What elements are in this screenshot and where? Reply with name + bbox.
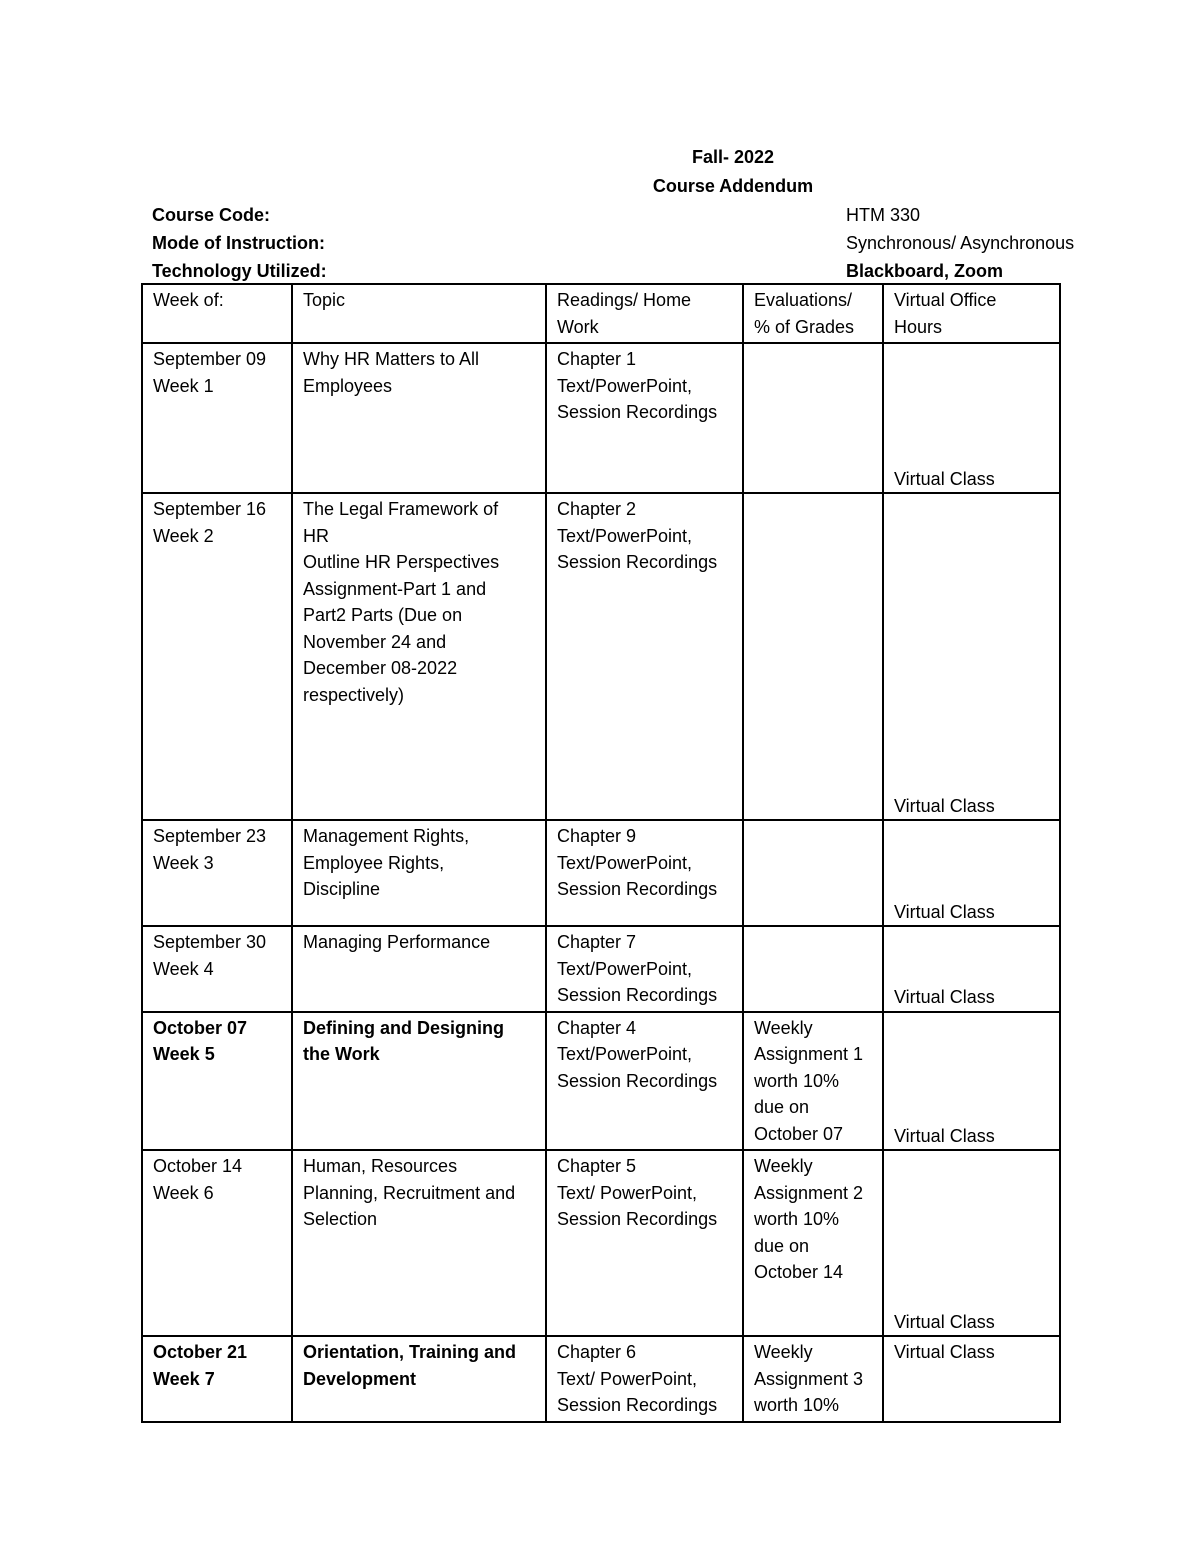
cell-virtual-office [883, 926, 1060, 1012]
table-row [142, 493, 1060, 820]
cell-topic [292, 1012, 546, 1151]
cell-text: Selection [303, 1209, 378, 1229]
cell-text: Text/ PowerPoint, [557, 1182, 698, 1203]
cell-text: Text/PowerPoint, [557, 375, 693, 396]
cell-text: Assignment 1 [754, 1044, 864, 1064]
header-virtual-office-hours: Virtual Office Hours [883, 284, 1060, 343]
cell-text: Week 3 [153, 852, 214, 873]
cell-week [142, 926, 292, 1012]
cell-text: Week 6 [153, 1182, 214, 1203]
term-heading: Fall- 2022 [691, 147, 775, 167]
cell-topic [292, 1336, 546, 1422]
table-row [142, 1012, 1060, 1151]
cell-text: Text/PowerPoint, [557, 1044, 693, 1064]
cell-text: Defining and Designing [303, 1017, 504, 1038]
cell-text: Session Recordings [557, 985, 718, 1005]
cell-text: October 14 [754, 1262, 844, 1282]
cell-topic [292, 343, 546, 493]
table-row [142, 1336, 1060, 1422]
cell-text: November 24 and [303, 631, 447, 652]
cell-virtual-office [883, 1012, 1060, 1151]
virtual-class-label: Virtual Class [894, 1125, 995, 1146]
cell-readings [546, 343, 743, 493]
cell-text: September 16 [153, 499, 267, 519]
cell-text: Chapter 2 [557, 499, 637, 519]
cell-virtual-office [883, 493, 1060, 820]
cell-text: Chapter 7 [557, 932, 637, 952]
cell-virtual-office [883, 343, 1060, 493]
cell-text: Week 4 [153, 958, 214, 979]
virtual-class-label: Virtual Class [894, 795, 995, 816]
cell-text: Chapter 5 [557, 1156, 637, 1176]
cell-text: Week 1 [153, 375, 214, 396]
meta-label: Mode of Instruction: [152, 233, 325, 253]
cell-text: worth 10% [754, 1395, 840, 1415]
cell-text: Assignment-Part 1 and [303, 578, 487, 599]
meta-label: Course Code: [152, 205, 271, 225]
cell-week [142, 1012, 292, 1151]
cell-text: Chapter 6 [557, 1342, 637, 1362]
cell-week [142, 820, 292, 926]
meta-technology-utilized [152, 257, 1112, 285]
cell-text: Week 5 [153, 1044, 215, 1064]
cell-topic [292, 493, 546, 820]
cell-topic [292, 1150, 546, 1336]
cell-week [142, 343, 292, 493]
cell-text: Session Recordings [557, 1395, 718, 1415]
cell-text: Text/PowerPoint, [557, 852, 693, 873]
cell-text: October 14 [153, 1156, 243, 1176]
meta-value: HTM 330 [846, 205, 921, 225]
cell-readings [546, 926, 743, 1012]
cell-text: Discipline [303, 879, 381, 899]
cell-evaluations [743, 926, 883, 1012]
cell-text: Part2 Parts (Due on [303, 605, 463, 625]
cell-text: December 08-2022 [303, 658, 458, 678]
cell-text: Session Recordings [557, 402, 718, 422]
cell-text: September 30 [153, 932, 267, 952]
cell-text: Weekly [754, 1342, 813, 1362]
cell-evaluations [743, 343, 883, 493]
cell-text: worth 10% [754, 1070, 840, 1091]
header-week-of: Week of: [142, 284, 292, 343]
cell-text: Chapter 1 [557, 349, 637, 369]
cell-text: Text/ PowerPoint, [557, 1368, 698, 1389]
cell-readings [546, 1012, 743, 1151]
table-row [142, 1150, 1060, 1336]
cell-text: Orientation, Training and [303, 1342, 517, 1362]
course-schedule-table [141, 283, 1061, 1423]
cell-text: Session Recordings [557, 879, 718, 899]
cell-evaluations [743, 1150, 883, 1336]
meta-value: Blackboard, Zoom [846, 261, 1004, 281]
cell-text: September 09 [153, 349, 267, 369]
cell-text: Why HR Matters to All [303, 349, 480, 369]
header-topic: Topic [292, 284, 546, 343]
cell-topic [292, 820, 546, 926]
cell-readings [546, 820, 743, 926]
cell-text: The Legal Framework of [303, 499, 499, 519]
cell-text: HR [303, 525, 329, 546]
cell-text: September 23 [153, 826, 267, 846]
cell-text: the Work [303, 1044, 380, 1064]
cell-evaluations [743, 1336, 883, 1422]
virtual-class-label: Virtual Class [894, 1311, 995, 1332]
cell-readings [546, 1150, 743, 1336]
meta-course-code [152, 201, 1112, 229]
cell-readings [546, 1336, 743, 1422]
table-header-row [142, 284, 1060, 343]
table-row [142, 926, 1060, 1012]
cell-text: Text/PowerPoint, [557, 958, 693, 979]
cell-text: October 07 [754, 1123, 844, 1144]
cell-text: Development [303, 1368, 417, 1389]
cell-text: October 21 [153, 1342, 248, 1362]
virtual-class-label: Virtual Class [894, 1342, 995, 1362]
table-row [142, 343, 1060, 493]
cell-readings [546, 493, 743, 820]
meta-mode-of-instruction [152, 229, 1112, 257]
cell-text: Outline HR Perspectives [303, 552, 500, 572]
cell-week [142, 1336, 292, 1422]
cell-text: Assignment 2 [754, 1182, 864, 1203]
virtual-class-label: Virtual Class [894, 468, 995, 489]
cell-virtual-office [883, 820, 1060, 926]
cell-text: Planning, Recruitment and [303, 1182, 516, 1203]
cell-text: Session Recordings [557, 552, 718, 572]
cell-text: Employee Rights, [303, 852, 445, 873]
meta-value: Synchronous/ Asynchronous [846, 233, 1075, 253]
cell-text: Weekly [754, 1017, 813, 1038]
meta-label: Technology Utilized: [152, 261, 327, 281]
cell-text: Week 2 [153, 525, 214, 546]
cell-virtual-office [883, 1150, 1060, 1336]
header-evaluations: Evaluations/ % of Grades [743, 284, 883, 343]
cell-text: respectively) [303, 684, 405, 705]
virtual-class-label: Virtual Class [894, 901, 995, 922]
cell-evaluations [743, 820, 883, 926]
cell-topic [292, 926, 546, 1012]
cell-text: Chapter 4 [557, 1017, 637, 1038]
header-readings: Readings/ Home Work [546, 284, 743, 343]
cell-text: Week 7 [153, 1368, 215, 1389]
cell-text: Assignment 3 [754, 1368, 864, 1389]
cell-evaluations [743, 1012, 883, 1151]
document-title: Course Addendum [652, 176, 814, 196]
table-row [142, 820, 1060, 926]
cell-text: worth 10% [754, 1209, 840, 1229]
cell-text: Weekly [754, 1156, 813, 1176]
cell-text: Managing Performance [303, 932, 491, 952]
cell-text: Chapter 9 [557, 826, 637, 846]
cell-text: Employees [303, 375, 393, 396]
cell-week [142, 493, 292, 820]
cell-week [142, 1150, 292, 1336]
cell-evaluations [743, 493, 883, 820]
cell-text: Management Rights, [303, 826, 470, 846]
cell-text: October 07 [153, 1017, 248, 1038]
cell-text: Session Recordings [557, 1209, 718, 1229]
cell-text: Session Recordings [557, 1070, 718, 1091]
cell-text: due on [754, 1097, 810, 1117]
cell-text: due on [754, 1235, 810, 1256]
cell-text: Human, Resources [303, 1156, 458, 1176]
virtual-class-label: Virtual Class [894, 987, 995, 1007]
cell-text: Text/PowerPoint, [557, 525, 693, 546]
cell-virtual-office [883, 1336, 1060, 1422]
